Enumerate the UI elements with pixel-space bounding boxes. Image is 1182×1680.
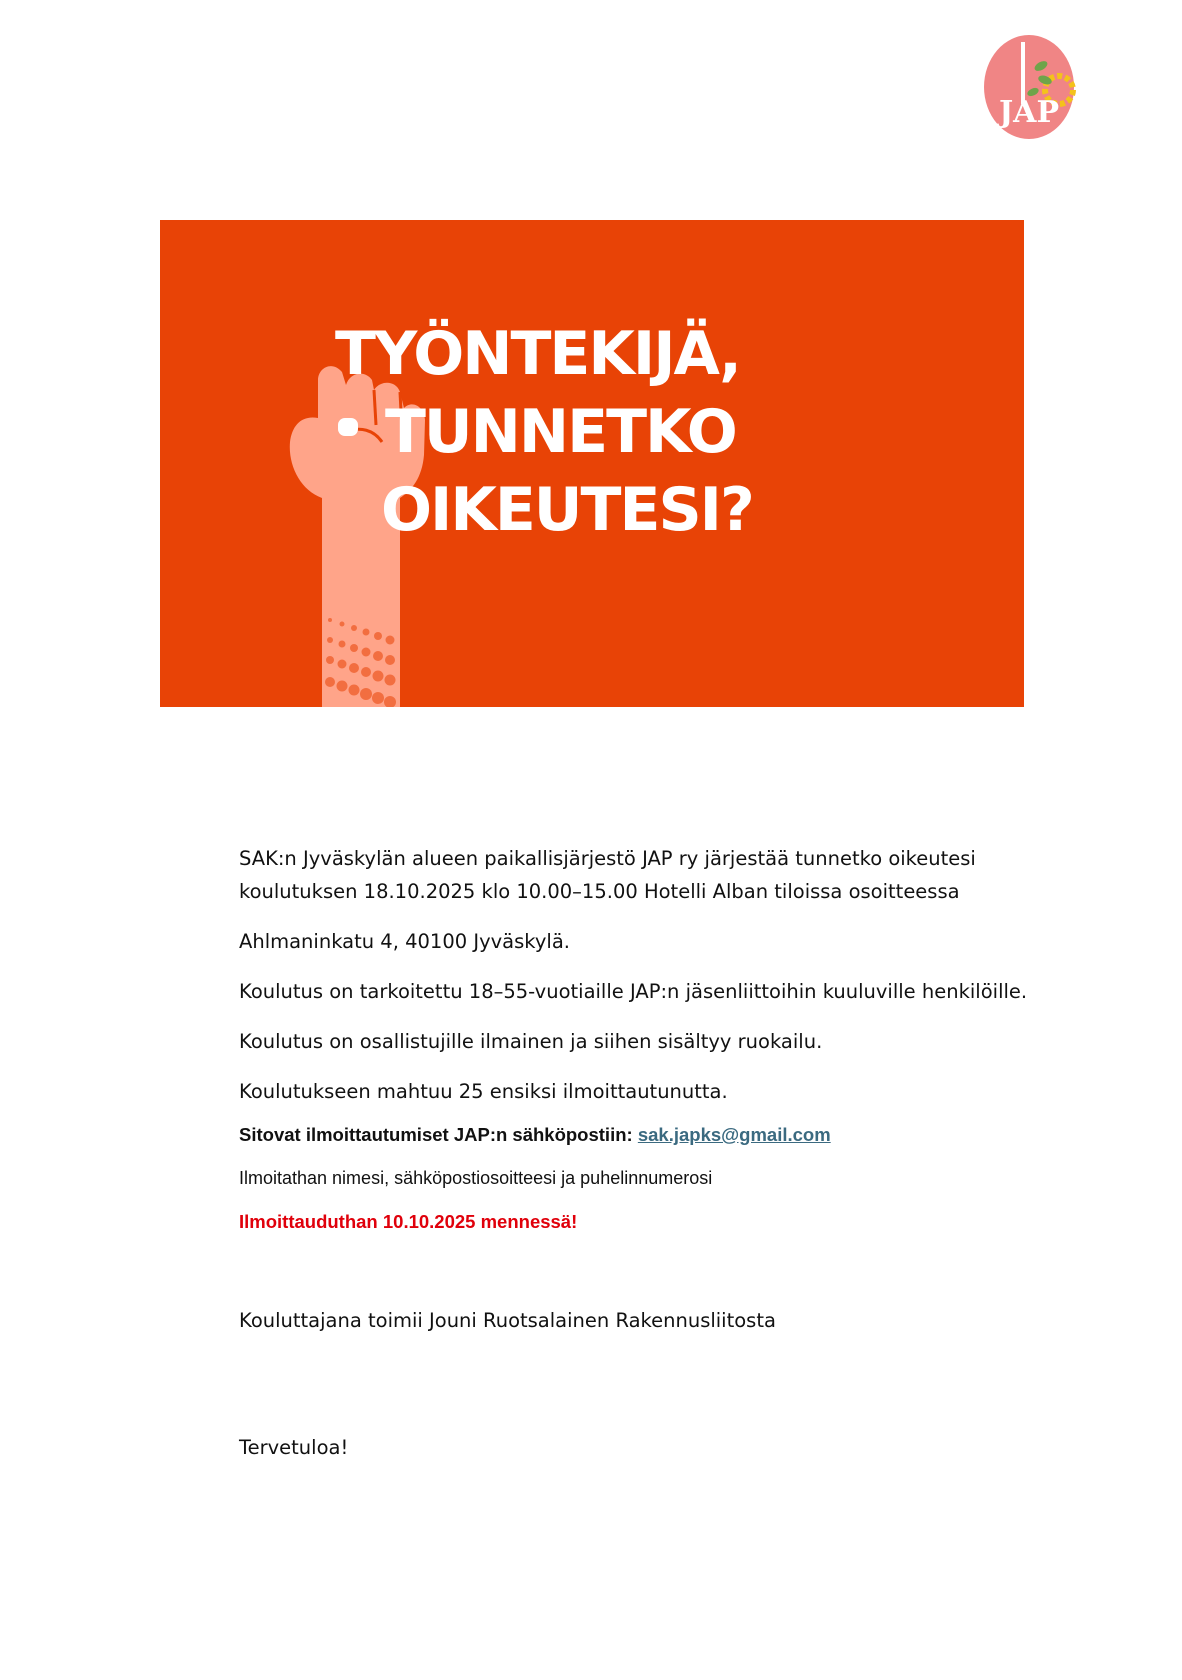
banner-headline bbox=[335, 315, 895, 549]
registration-label: Sitovat ilmoittautumiset JAP:n sähköpostiin: bbox=[239, 1124, 638, 1145]
headline-line-1: TYÖNTEKIJÄ, bbox=[335, 319, 740, 389]
document-body bbox=[239, 842, 1099, 1464]
headline-line-2: TUNNETKO bbox=[385, 397, 736, 467]
registration-email-link[interactable]: sak.japks@gmail.com bbox=[637, 1124, 831, 1145]
intro-line-2: koulutuksen 18.10.2025 klo 10.00–15.00 Hotelli Alban tiloissa osoitteessa bbox=[239, 880, 960, 903]
registration-line bbox=[239, 1120, 1099, 1150]
welcome-text: Tervetuloa! bbox=[239, 1436, 349, 1459]
logo-text: JAP bbox=[998, 95, 1060, 130]
info-text: Ilmoitathan nimesi, sähköpostiosoitteesi ja puhelinnumerosi bbox=[239, 1168, 713, 1188]
intro-line-1: SAK:n Jyväskylän alueen paikallisjärjestö JAP ry järjestää tunnetko oikeutesi bbox=[239, 847, 976, 870]
trainer-text: Kouluttajana toimii Jouni Ruotsalainen Rakennusliitosta bbox=[239, 1309, 776, 1332]
jap-logo bbox=[983, 34, 1079, 140]
headline-line-3: OIKEUTESI? bbox=[381, 475, 753, 545]
banner bbox=[160, 220, 1024, 707]
deadline-text: Ilmoittauduthan 10.10.2025 mennessä! bbox=[239, 1211, 578, 1232]
capacity-text: Koulutukseen mahtuu 25 ensiksi ilmoittautunutta. bbox=[239, 1080, 728, 1103]
free-of-charge-text: Koulutus on osallistujille ilmainen ja siihen sisältyy ruokailu. bbox=[239, 1030, 823, 1053]
address-line: Ahlmaninkatu 4, 40100 Jyväskylä. bbox=[239, 930, 570, 953]
target-group-text: Koulutus on tarkoitettu 18–55-vuotiaille JAP:n jäsenliittoihin kuuluville henkilöille. bbox=[239, 980, 1028, 1003]
